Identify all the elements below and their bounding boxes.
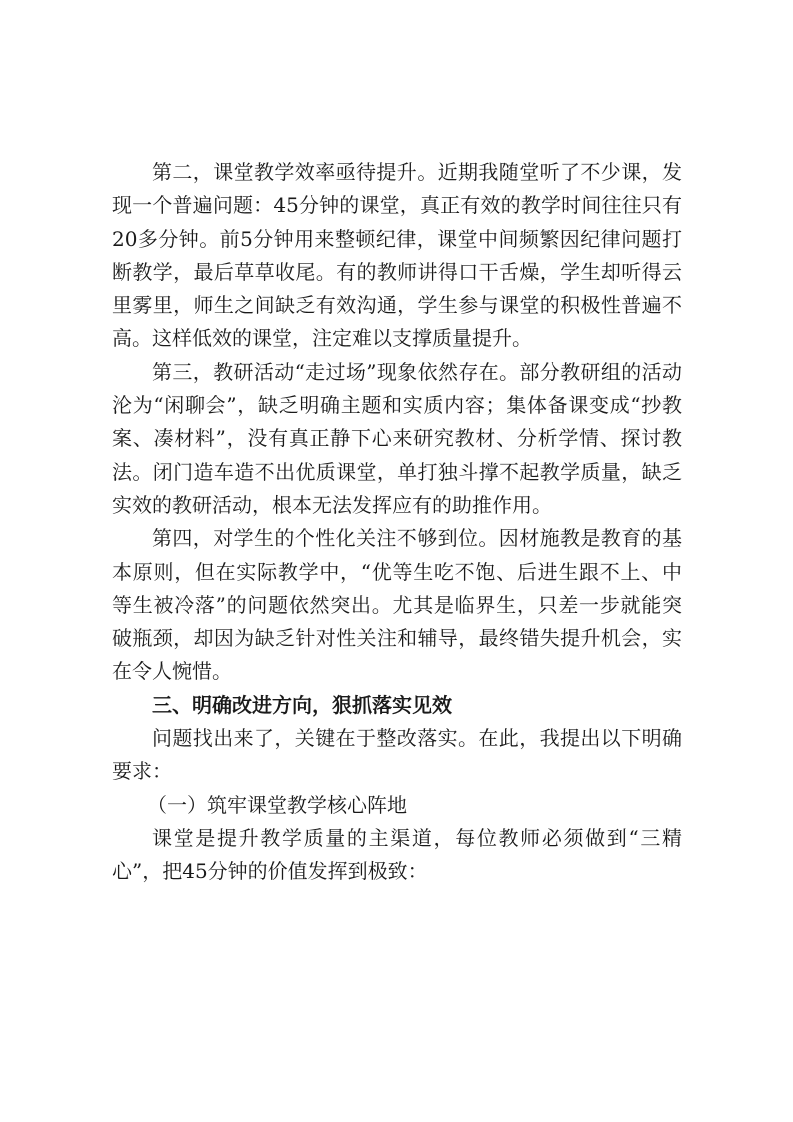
- document-body: [112, 156, 682, 889]
- paragraph-requirements-intro: 问题找出来了，关键在于整改落实。在此，我提出以下明确要求：: [112, 726, 682, 784]
- paragraph-classroom-main-channel: 课堂是提升教学质量的主渠道，每位教师必须做到“三精心”，把45分钟的价值发挥到极致：: [112, 825, 682, 884]
- paragraph-teaching-research: 第三，教研活动“走过场”现象依然存在。部分教研组的活动沦为“闲聊会”，缺乏明确主题和实质内容；集体备课变成“抄教案、凑材料”，没有真正静下心来研究教材、分析学情、探讨教法。闭门造车造不出优质课堂，单打独斗撑不起教学质量，缺乏实效的教研活动，根本无法发挥应有的助推作用。: [112, 359, 682, 517]
- section-heading-improvement-direction: 三、明确改进方向，狠抓落实见效: [152, 692, 452, 717]
- paragraph-individual-attention: 第四，对学生的个性化关注不够到位。因材施教是教育的基本原则，但在实际教学中，“优等生吃不饱、后进生跟不上、中等生被冷落”的问题依然突出。尤其是临界生，只差一步就能突破瓶颈，却因为缺乏针对性关注和辅导，最终错失提升机会，实在令人惋惜。: [112, 526, 682, 684]
- subheading-classroom-core: （一）筑牢课堂教学核心阵地: [147, 792, 407, 817]
- paragraph-classroom-efficiency: 第二，课堂教学效率亟待提升。近期我随堂听了不少课，发现一个普遍问题：45分钟的课堂，真正有效的教学时间往往只有20多分钟。前5分钟用来整顿纪律，课堂中间频繁因纪律问题打断教学，最后草草收尾。有的教师讲得口干舌燥，学生却听得云里雾里，师生之间缺乏有效沟通，学生参与课堂的积极性普遍不高。这样低效的课堂，注定难以支撑质量提升。: [112, 160, 682, 351]
